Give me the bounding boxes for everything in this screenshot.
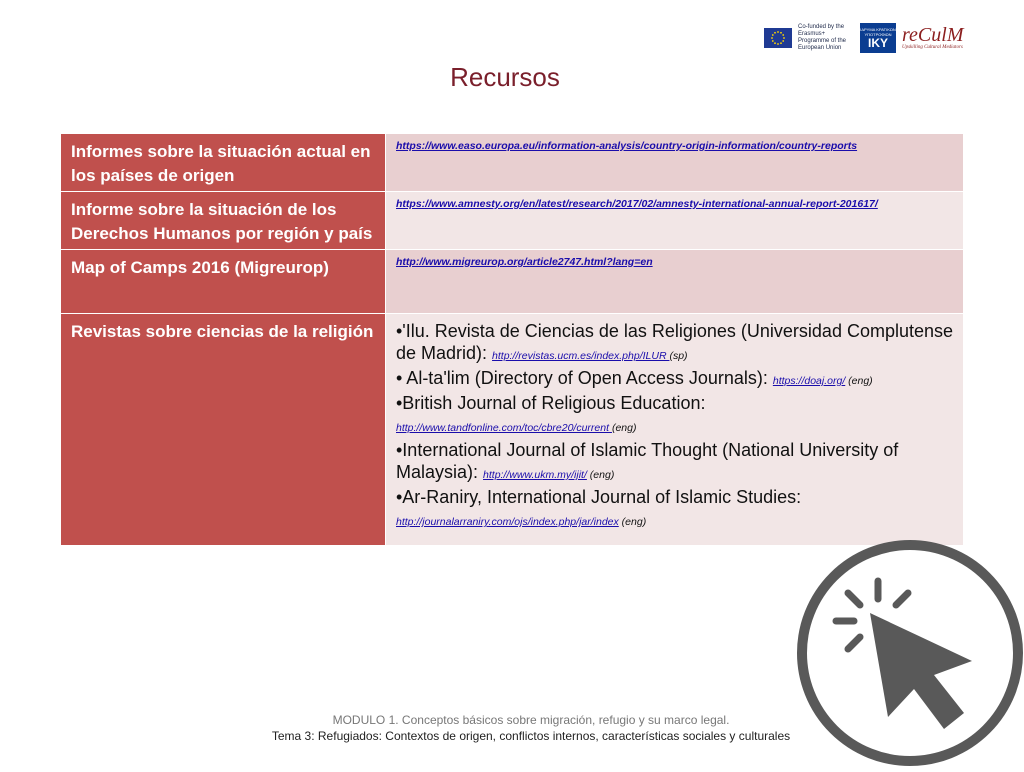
- table-row: [61, 192, 964, 250]
- journal-text: •'Ilu. Revista de Ciencias de las Religiones (Universidad Complutense de Madrid):: [396, 321, 954, 363]
- journal-item: [396, 486, 953, 533]
- table-row: [61, 250, 964, 314]
- iky-small-text: ΙΔΡΥΜΑ ΚΡΑΤΙΚΩΝ ΥΠΟΤΡΟΦΙΩΝ: [860, 26, 896, 37]
- journals-cell: [386, 314, 964, 546]
- row-label: Map of Camps 2016 (Migreurop): [61, 250, 386, 314]
- reculm-logo: [902, 25, 963, 51]
- footer-topic: Tema 3: Refugiados: Contextos de origen, conflictos internos, características sociales y culturales: [271, 729, 791, 743]
- row-link-cell: [386, 134, 964, 192]
- journal-text: • Al-ta'lim (Directory of Open Access Journals):: [396, 368, 773, 388]
- footer-module: MODULO 1. Conceptos básicos sobre migración, refugio y su marco legal.: [332, 713, 730, 727]
- row-label: Informe sobre la situación de los Derechos Humanos por región y país: [61, 192, 386, 250]
- journal-text: •Ar-Raniry, International Journal of Islamic Studies:: [396, 487, 802, 507]
- row-link-cell: [386, 250, 964, 314]
- iky-label: IKY: [867, 35, 888, 50]
- resource-link[interactable]: http://www.migreurop.org/article2747.html?lang=en: [396, 256, 653, 268]
- resources-table: [60, 133, 964, 546]
- eu-flag-icon: [764, 28, 792, 48]
- journal-lang: (eng): [845, 375, 873, 387]
- row-label: Informes sobre la situación actual en los países de origen: [61, 134, 386, 192]
- click-cursor-icon: [796, 539, 1024, 772]
- journal-link[interactable]: http://journalarraniry.com/ojs/index.php/jar/index: [396, 516, 619, 528]
- table-row: [61, 134, 964, 192]
- journal-text: •International Journal of Islamic Thought (National University of Malaysia):: [396, 440, 899, 482]
- journal-link[interactable]: http://www.tandfonline.com/toc/cbre20/current: [396, 422, 612, 434]
- row-label: Revistas sobre ciencias de la religión: [61, 314, 386, 546]
- resource-link[interactable]: https://www.amnesty.org/en/latest/research/2017/02/amnesty-international-annual-report-201617/: [396, 198, 878, 210]
- iky-logo: [860, 23, 896, 53]
- table-row: [61, 314, 964, 546]
- journal-link[interactable]: https://doaj.org/: [772, 375, 846, 387]
- journal-lang: (sp): [669, 350, 688, 362]
- journal-item: [396, 392, 953, 439]
- journal-lang: (eng): [586, 469, 615, 481]
- journal-item: [396, 320, 953, 367]
- journal-link[interactable]: http://www.ukm.my/ijit/: [483, 469, 587, 481]
- journal-lang: (eng): [611, 422, 637, 434]
- reculm-text: reCulM: [902, 24, 964, 46]
- journal-item: [396, 367, 953, 392]
- logo-bar: [764, 22, 963, 54]
- journal-text: •British Journal of Religious Education:: [396, 393, 706, 413]
- page-title: Recursos: [450, 62, 560, 92]
- journal-item: [396, 439, 953, 486]
- journal-link[interactable]: http://revistas.ucm.es/index.php/ILUR: [492, 350, 670, 362]
- resource-link[interactable]: https://www.easo.europa.eu/information-analysis/country-origin-information/country-reports: [396, 140, 858, 152]
- reculm-subtitle: Upskilling Cultural Mediators: [902, 45, 963, 50]
- footer: [240, 712, 822, 744]
- row-link-cell: [386, 192, 964, 250]
- eu-funding-text: Co-funded by the Erasmus+ Programme of the European Union: [798, 24, 847, 51]
- journal-lang: (eng): [618, 516, 647, 528]
